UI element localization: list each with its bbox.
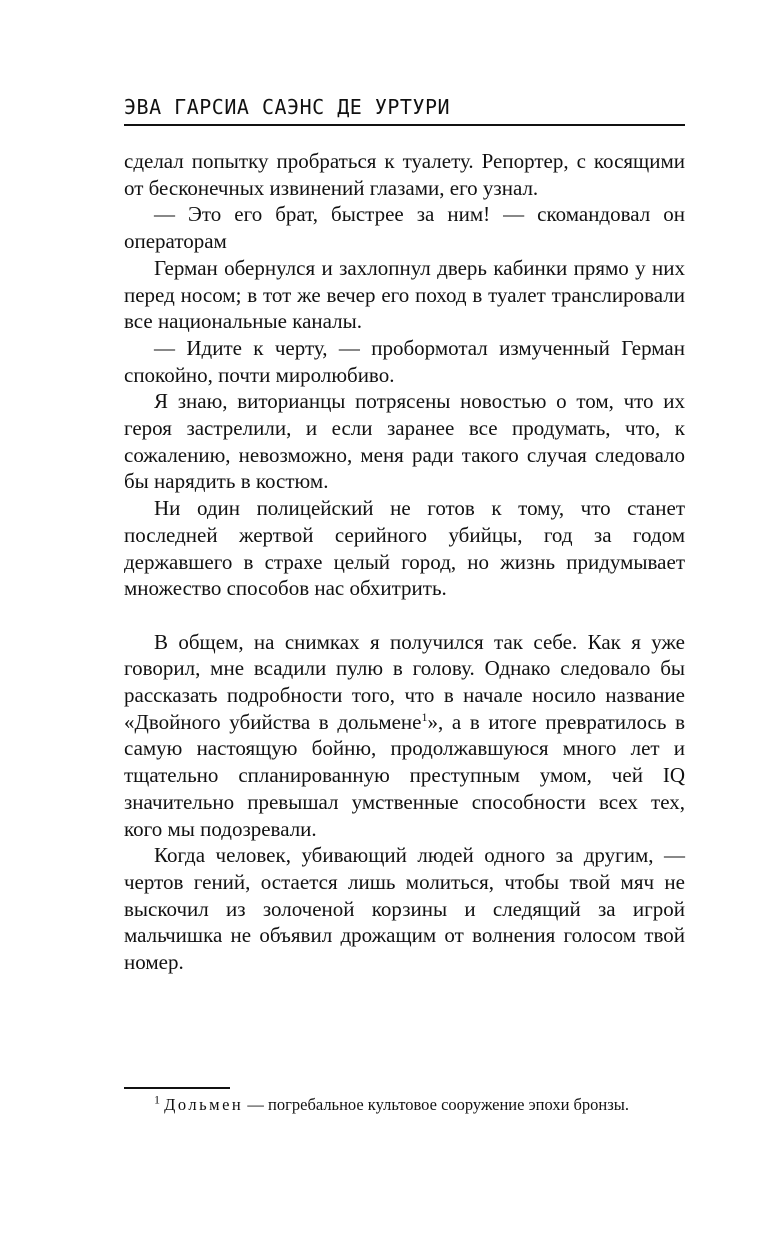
paragraph-text: », а в итоге превратилось в самую настоящую бойню, продолжавшуюся много лет и тщательно спланированную преступным умом, чей IQ значительно превышал умственные способности всех тех, кого мы подозревали.: [124, 709, 685, 841]
footnote-number: 1: [154, 1092, 160, 1107]
paragraph: Я знаю, виторианцы потрясены новостью о том, что их героя застрелили, и если заранее все продумать, что, к сожалению, невозможно, меня ради такого случая следовало бы нарядить в костюм.: [124, 389, 685, 494]
footnote-reference: 1: [421, 709, 428, 724]
paragraph: сделал попытку пробраться к туалету. Репортер, с косящими от бесконечных извинений глазами, его узнал.: [124, 149, 685, 200]
paragraph: — Идите к черту, — пробормотал измученный Герман спокойно, почти миролюбиво.: [124, 335, 685, 387]
header-rule: [124, 124, 685, 126]
paragraph-with-footnote-ref: [124, 629, 685, 843]
paragraph: Герман обернулся и захлопнул дверь кабинки прямо у них перед носом; в тот же вечер его поход в туалет транслировали все национальные каналы.: [124, 255, 685, 334]
running-head-author: ЭВА ГАРСИА САЭНС ДЕ УРТУРИ: [124, 95, 451, 119]
footnote: [124, 1094, 685, 1116]
paragraph: Когда человек, убивающий людей одного за другим, — чертов гений, остается лишь молиться, чтобы твой мяч не выскочил из золоченой корзины и следящий за игрой мальчишка не объявил дрожащим от волнения голосом твой номер.: [124, 843, 685, 975]
section-break: [124, 602, 685, 629]
paragraph: Ни один полицейский не готов к тому, что станет последней жертвой серийного убийцы, год за годом державшего в страхе целый город, но жизнь придумывает множество способов нас обхитрить.: [124, 496, 685, 601]
footnote-rule: [124, 1087, 230, 1089]
footnote-definition: — погребальное культовое сооружение эпохи бронзы.: [243, 1095, 629, 1114]
footnote-term: Дольмен: [164, 1095, 244, 1114]
paragraph: — Это его брат, быстрее за ним! — скомандовал он операторам: [124, 202, 685, 254]
paragraph-text: В общем, на снимках я получился так себе. Как я уже говорил, мне всадили пулю в голову. Однако следовало бы рассказать подробности того, что в начале носило название «Двойного убийства в дольмене: [124, 629, 685, 734]
main-text: [124, 148, 685, 976]
